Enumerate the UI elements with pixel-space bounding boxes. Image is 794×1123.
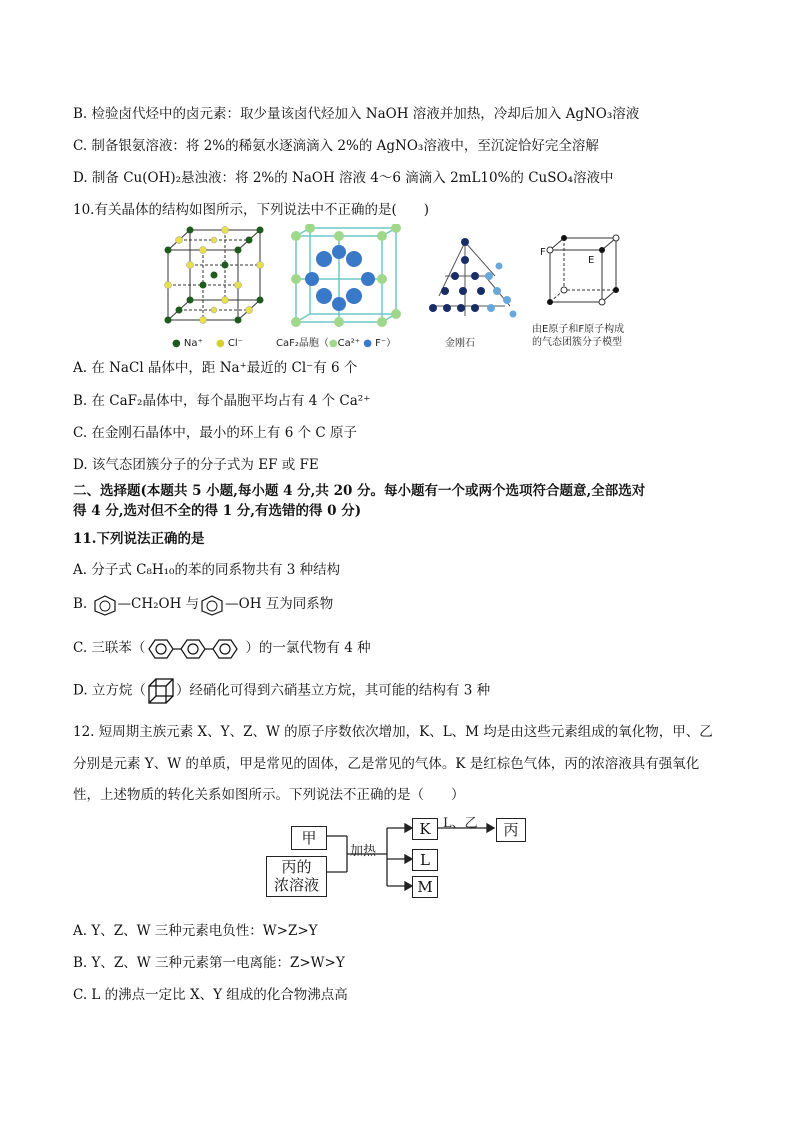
section2-heading-line2: 得 4 分,选对但不全的得 1 分,有选错的得 0 分) [73,503,362,519]
cluster-e-label: E [588,255,595,266]
q11-option-b: B. —CH₂OH 与 —OH 互为同系物 [73,592,333,616]
q10-option-d: D. 该气态团簇分子的分子式为 EF 或 FE [73,457,319,473]
benzene-ring-icon [92,594,118,616]
q12-stem-line1: 12. 短周期主族元素 X、Y、Z、W 的原子序数依次增加，K、L、M 均是由这些元素组成的氧化物，甲、乙 [73,724,713,740]
cubane-structure-icon [146,677,176,705]
gas-cluster-figure [540,232,620,307]
q10-stem: 10.有关晶体的结构如图所示，下列说法中不正确的是( ) [73,202,430,218]
q9-option-c: C. 制备银氨溶液：将 2%的稀氨水逐滴滴入 2%的 AgNO₃溶液中，至沉淀恰好完全溶解 [73,138,599,154]
jia-box: 甲 [291,826,327,850]
nacl-crystal-figure [160,222,270,332]
m-box: M [412,876,438,898]
q9-option-b: B. 检验卤代烃中的卤元素：取少量该卤代烃加入 NaOH 溶液并加热，冷却后加入 AgNO₃溶液 [73,106,640,122]
l-yi-label: L、乙 [443,816,478,831]
q10-option-b: B. 在 CaF₂晶体中，每个晶胞平均占有 4 个 Ca²⁺ [73,393,371,409]
q12-option-b: B. Y、Z、W 三种元素第一电离能：Z>W>Y [73,955,345,971]
cluster-caption-1: 由E原子和F原子构成 [532,324,625,335]
bing-box: 丙 [496,818,526,842]
cluster-caption-2: 的气态团簇分子模型 [532,337,622,348]
q12-option-c: C. L 的沸点一定比 X、Y 组成的化合物沸点高 [73,987,348,1003]
bing-conc-box: 丙的 浓溶液 [266,856,327,897]
q12-option-a: A. Y、Z、W 三种元素电负性：W>Z>Y [73,923,318,939]
benzene-ring-icon [199,594,225,616]
l-box: L [412,849,438,871]
q12-stem-line2: 分别是元素 Y、W 的单质，甲是常见的固体，乙是常见的气体。K 是红棕色气体，丙的浓溶液具有强氧化 [73,756,700,772]
q9-option-d: D. 制备 Cu(OH)₂悬浊液：将 2%的 NaOH 溶液 4～6 滴滴入 2mL10%的 CuSO₄溶液中 [73,170,614,186]
q11-stem: 11.下列说法正确的是 [73,531,205,547]
section2-heading-line1: 二、选择题(本题共 5 小题,每小题 4 分,共 20 分。每小题有一个或两个选项符合题意,全部选对 [73,483,646,499]
q10-option-c: C. 在金刚石晶体中，最小的环上有 6 个 C 原子 [73,425,358,441]
caf2-unit-cell-figure [290,224,410,329]
nacl-legend: ● Na⁺ ● Cl⁻ [172,338,243,349]
q12-stem-line3: 性，上述物质的转化关系如图所示。下列说法不正确的是（ ） [73,787,465,803]
diamond-label: 金刚石 [445,338,475,349]
terphenyl-structure-icon [145,637,245,661]
q11-option-d: D. 立方烷（ ）经硝化可得到六硝基立方烷，其可能的结构有 3 种 [73,677,490,705]
caf2-legend: CaF₂晶胞（●Ca²⁺ ● F⁻） [276,338,397,349]
q11-option-c: C. 三联苯（ ）的一氯代物有 4 种 [73,636,371,661]
heat-label: 加热 [350,844,377,859]
k-box: K [412,818,438,840]
q11-option-a: A. 分子式 C₈H₁₀的苯的同系物共有 3 种结构 [73,562,341,578]
cluster-f-label: F [540,247,546,258]
q10-option-a: A. 在 NaCl 晶体中，距 Na⁺最近的 Cl⁻有 6 个 [73,360,358,376]
diamond-structure-figure [425,236,520,324]
